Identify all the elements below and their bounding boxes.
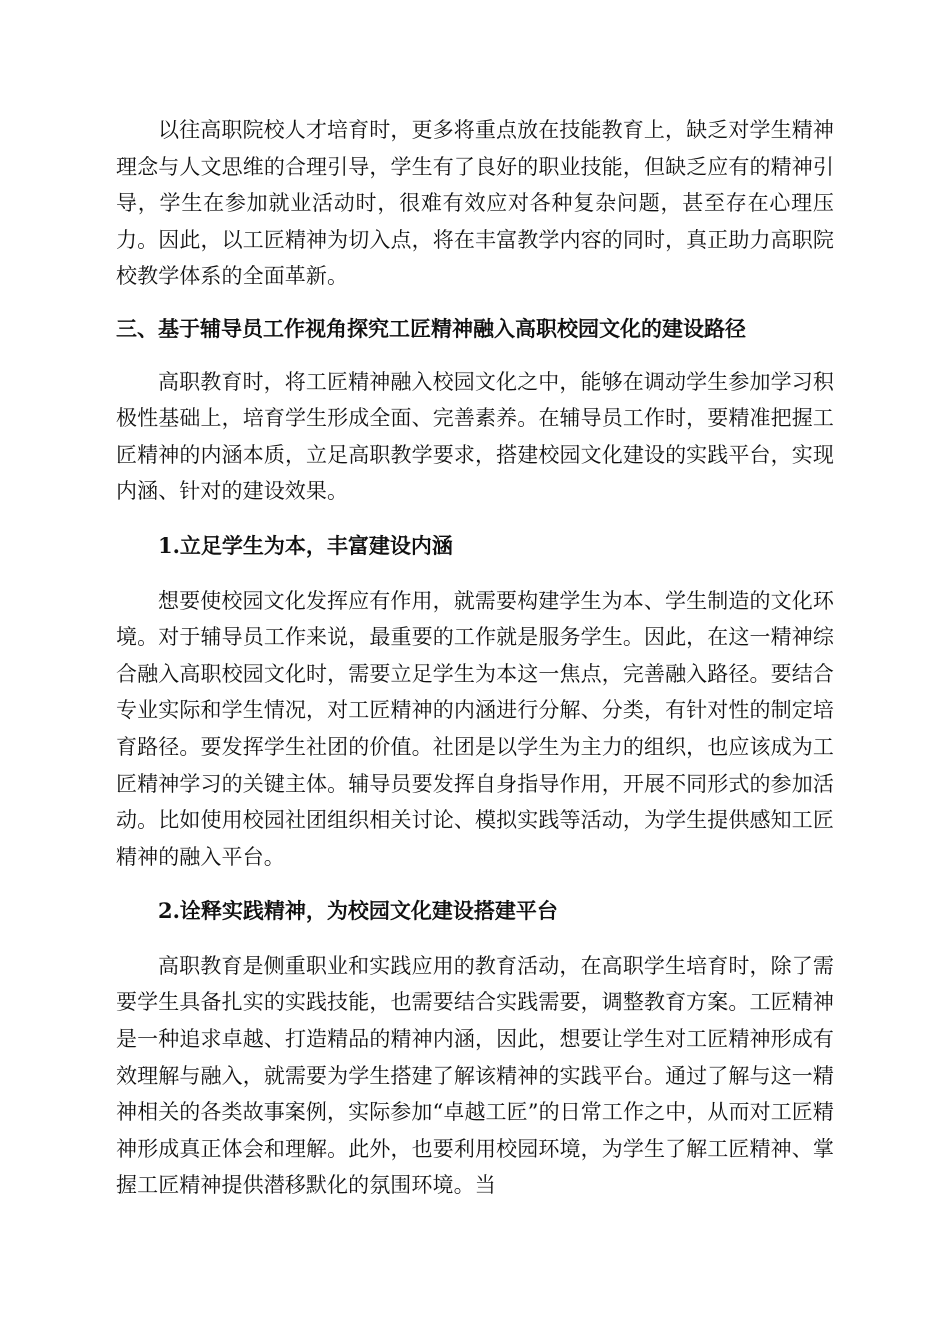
spacer (116, 930, 834, 948)
spacer (116, 565, 834, 583)
spacer (116, 348, 834, 364)
paragraph-student-centered: 想要使校园文化发挥应有作用，就需要构建学生为本、学生制造的文化环境。对于辅导员工作来说，最重要的工作就是服务学生。因此，在这一精神综合融入高职校园文化时，需要立足学生为本这一焦点，完善融入路径。要结合专业实际和学生情况，对工匠精神的内涵进行分解、分类，有针对性的制定培育路径。要发挥学生社团的价值。社团是以学生为主力的组织，也应该成为工匠精神学习的关键主体。辅导员要发挥自身指导作用，开展不同形式的参加活动。比如使用校园社团组织相关讨论、模拟实践等活动，为学生提供感知工匠精神的融入平台。 (116, 588, 834, 869)
paragraph-practice-platform: 高职教育是侧重职业和实践应用的教育活动，在高职学生培育时，除了需要学生具备扎实的实践技能，也需要结合实践需要，调整教育方案。工匠精神是一种追求卓越、打造精品的精神内涵，因此，想要让学生对工匠精神形成有效理解与融入，就需要为学生搭建了解该精神的实践平台。通过了解与这一精神相关的各类故事案例，实际参加“卓越工匠”的日常工作之中，从而对工匠精神形成真正体会和理解。此外，也要利用校园环境，为学生了解工匠精神、掌握工匠精神提供潜移默化的氛围环境。当 (116, 953, 834, 1198)
paragraph-section-intro: 高职教育时，将工匠精神融入校园文化之中，能够在调动学生参加学习积极性基础上，培育学生形成全面、完善素养。在辅导员工作时，要精准把握工匠精神的内涵本质，立足高职教学要求，搭建校园文化建设的实践平台，实现内涵、针对的建设效果。 (116, 369, 834, 504)
subheading-2: 2.诠释实践精神，为校园文化建设搭建平台 (158, 898, 558, 924)
spacer (116, 295, 834, 311)
document-page (116, 112, 834, 1204)
spacer (116, 875, 834, 893)
paragraph-talent-cultivation: 以往高职院校人才培育时，更多将重点放在技能教育上，缺乏对学生精神理念与人文思维的合理引导，学生有了良好的职业技能，但缺乏应有的精神引导，学生在参加就业活动时，很难有效应对各种复杂问题，甚至存在心理压力。因此，以工匠精神为切入点，将在丰富教学内容的同时，真正助力高职院校教学体系的全面革新。 (116, 118, 834, 289)
subheading-1: 1.立足学生为本，丰富建设内涵 (158, 532, 453, 558)
section-heading-3: 三、基于辅导员工作视角探究工匠精神融入高职校园文化的建设路径 (116, 315, 746, 341)
spacer (116, 510, 834, 528)
